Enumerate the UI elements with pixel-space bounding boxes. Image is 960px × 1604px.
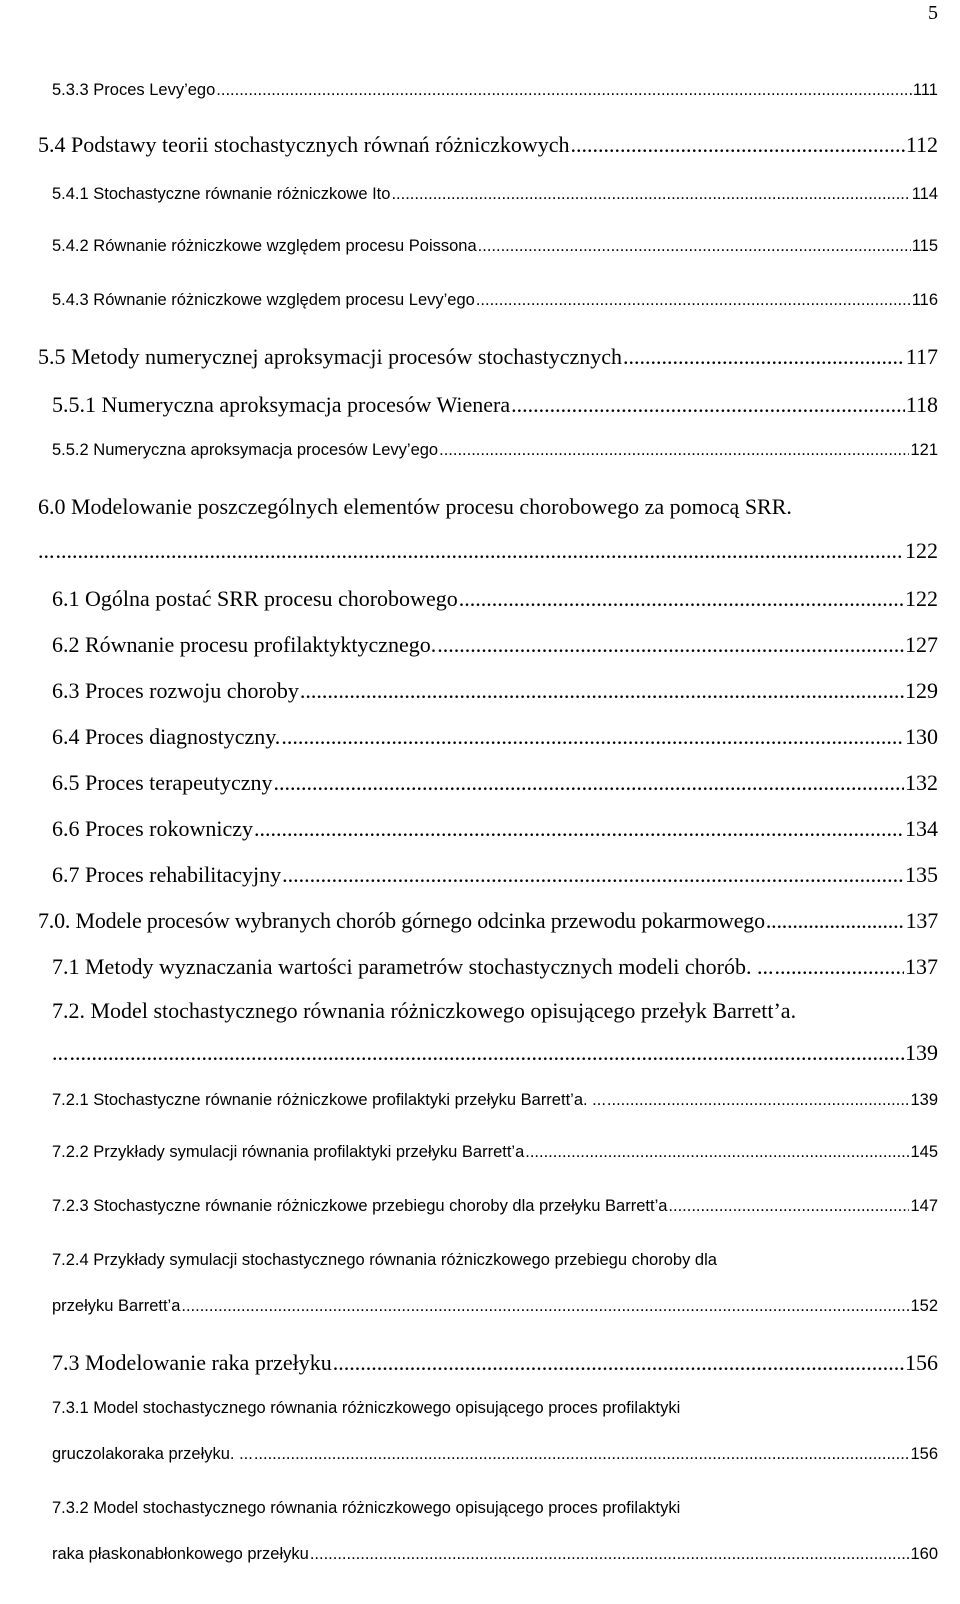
toc-leader-dots: [511, 394, 905, 416]
toc-leader-dots: [282, 864, 904, 886]
toc-entry-page: 121: [910, 441, 938, 459]
toc-leader-dots: [607, 1092, 910, 1109]
toc-entry-page: 156: [910, 1445, 938, 1463]
toc-entry-page: 137: [905, 954, 938, 979]
toc-entry[interactable]: [38, 910, 938, 932]
toc-entry-title[interactable]: 7.2.4 Przykłady symulacji stochastycznego równania różniczkowego przebiegu choroby dla: [52, 1251, 717, 1269]
toc-entry-page: 160: [910, 1545, 938, 1563]
toc-leader-dots: [525, 1144, 909, 1161]
toc-entry-page: 122: [905, 586, 938, 611]
toc-entry-page: 116: [911, 291, 938, 309]
toc-entry-title: 6.3 Proces rozwoju choroby: [52, 678, 299, 703]
toc-leader-dots: [254, 818, 904, 840]
toc-leader-dots: [254, 1446, 910, 1463]
toc-entry[interactable]: [52, 1446, 938, 1463]
toc-leader-dots: [274, 772, 904, 794]
toc-entry-title: 7.2.2 Przykłady symulacji równania profilaktyki przełyku Barrett’a: [52, 1143, 525, 1161]
toc-entry[interactable]: [38, 134, 938, 156]
toc-entry-title: 5.4 Podstawy teorii stochastycznych równań różniczkowych: [38, 132, 570, 157]
toc-leader-dots: [623, 346, 905, 368]
toc-leader-dots: [391, 186, 910, 203]
toc-entry-page: 117: [905, 344, 938, 369]
toc-leader-dots: [181, 1298, 909, 1315]
toc-entry-page: 115: [911, 237, 938, 255]
toc-entry-page: 134: [905, 816, 938, 841]
toc-entry[interactable]: [52, 82, 938, 99]
toc-leader-dots: [476, 292, 911, 309]
toc-entry-title: 6.4 Proces diagnostyczny.: [52, 724, 281, 749]
toc-entry-title: 6.6 Proces rokowniczy: [52, 816, 254, 841]
toc-entry[interactable]: [52, 680, 938, 702]
toc-entry-title: 7.3 Modelowanie raka przełyku: [52, 1350, 332, 1375]
toc-entry[interactable]: [52, 1546, 938, 1563]
toc-entry-page: 139: [905, 1040, 938, 1065]
toc-entry-title: 7.2.3 Stochastyczne równanie różniczkowe przebiegu choroby dla przełyku Barrett’a: [52, 1197, 668, 1215]
toc-entry-title: 5.5 Metody numerycznej aproksymacji procesów stochastycznych: [38, 344, 623, 369]
toc-entry[interactable]: [52, 1298, 938, 1315]
toc-entry-title-continuation: ...: [52, 1040, 69, 1065]
toc-leader-dots: [459, 588, 904, 610]
toc-entry-title: 6.5 Proces terapeutyczny: [52, 770, 273, 795]
toc-entry-title: 5.4.2 Równanie różniczkowe względem procesu Poissona: [52, 237, 477, 255]
toc-entry-page: 130: [905, 724, 938, 749]
toc-entry-title[interactable]: 7.2. Model stochastycznego równania różniczkowego opisującego przełyk Barrett’a.: [52, 998, 797, 1023]
toc-entry[interactable]: [52, 292, 938, 309]
toc-entry[interactable]: [52, 1092, 938, 1109]
toc-entry-title-continuation: gruczolakoraka przełyku. ...: [52, 1445, 253, 1463]
toc-leader-dots: [766, 910, 905, 932]
toc-entry-page: 122: [905, 538, 938, 563]
toc-entry-title-continuation: raka płaskonabłonkowego przełyku: [52, 1545, 309, 1563]
toc-entry-title: 7.1 Metody wyznaczania wartości parametrów stochastycznych modeli chorób. ...: [52, 954, 774, 979]
toc-leader-dots: [571, 134, 905, 156]
toc-entry-title: 6.7 Proces rehabilitacyjny: [52, 862, 282, 887]
toc-leader-dots: [333, 1352, 904, 1374]
toc-leader-dots: [70, 1042, 905, 1064]
toc-entry-page: 111: [912, 81, 938, 99]
toc-entry-page: 156: [905, 1350, 938, 1375]
toc-entry-title: 5.5.2 Numeryczna aproksymacja procesów Levy’ego: [52, 441, 439, 459]
toc-entry[interactable]: [52, 442, 938, 459]
toc-entry-title-continuation: ...: [38, 538, 55, 563]
toc-entry[interactable]: [52, 864, 938, 886]
toc-entry-page: 139: [910, 1091, 938, 1109]
toc-entry[interactable]: [38, 346, 938, 368]
toc-entry[interactable]: [52, 238, 938, 255]
toc-entry-page: 114: [911, 185, 938, 203]
toc-entry-title[interactable]: 6.0 Modelowanie poszczególnych elementów procesu chorobowego za pomocą SRR.: [38, 494, 792, 519]
toc-entry[interactable]: [52, 1352, 938, 1374]
toc-entry[interactable]: [52, 634, 938, 656]
toc-entry-page: 152: [910, 1297, 938, 1315]
toc-entry-page: 127: [905, 632, 938, 657]
toc-entry-page: 129: [905, 678, 938, 703]
page-number: 5: [928, 2, 938, 24]
toc-leader-dots: [310, 1546, 910, 1563]
toc-entry-title: 5.4.3 Równanie różniczkowe względem procesu Levy’ego: [52, 291, 475, 309]
toc-leader-dots: [478, 238, 911, 255]
toc-entry[interactable]: [52, 726, 938, 748]
toc-entry-page: 137: [905, 908, 938, 933]
toc-entry-page: 147: [910, 1197, 938, 1215]
toc-entry-title: 6.1 Ogólna postać SRR procesu chorobowego: [52, 586, 458, 611]
toc-entry[interactable]: [52, 186, 938, 203]
toc-entry-page: 118: [905, 392, 938, 417]
toc-entry-title[interactable]: 7.3.2 Model stochastycznego równania różniczkowego opisującego proces profilaktyki: [52, 1499, 681, 1517]
toc-entry-page: 145: [910, 1143, 938, 1161]
toc-entry-page: 135: [905, 862, 938, 887]
toc-entry-page: 132: [905, 770, 938, 795]
toc-entry[interactable]: [52, 956, 938, 978]
toc-entry[interactable]: [52, 772, 938, 794]
toc-entry[interactable]: [52, 1042, 938, 1064]
toc-entry-page: 112: [905, 132, 938, 157]
toc-entry-title: 5.5.1 Numeryczna aproksymacja procesów Wienera: [52, 392, 511, 417]
toc-leader-dots: [668, 1198, 909, 1215]
toc-entry[interactable]: [38, 540, 938, 562]
toc-entry-title[interactable]: 7.3.1 Model stochastycznego równania różniczkowego opisującego proces profilaktyki: [52, 1399, 681, 1417]
toc-leader-dots: [281, 726, 904, 748]
toc-entry-title: 7.2.1 Stochastyczne równanie różniczkowe profilaktyki przełyku Barrett’a. ...: [52, 1091, 606, 1109]
toc-entry[interactable]: [52, 394, 938, 416]
toc-leader-dots: [439, 442, 909, 459]
toc-entry-title-continuation: przełyku Barrett’a: [52, 1297, 181, 1315]
toc-entry[interactable]: [52, 818, 938, 840]
toc-entry[interactable]: [52, 1144, 938, 1161]
toc-leader-dots: [300, 680, 904, 702]
toc-leader-dots: [437, 634, 904, 656]
toc-entry-title: 5.4.1 Stochastyczne równanie różniczkowe Ito: [52, 185, 391, 203]
toc-entry-title: 6.2 Równanie procesu profilaktyktycznego.: [52, 632, 437, 657]
toc-leader-dots: [774, 956, 904, 978]
toc-entry-title: 7.0. Modele procesów wybranych chorób górnego odcinka przewodu pokarmowego: [38, 908, 765, 933]
toc-leader-dots: [216, 82, 912, 99]
toc-entry[interactable]: [52, 1198, 938, 1215]
toc-entry-title: 5.3.3 Proces Levy’ego: [52, 81, 216, 99]
toc-leader-dots: [56, 540, 905, 562]
toc-entry[interactable]: [52, 588, 938, 610]
